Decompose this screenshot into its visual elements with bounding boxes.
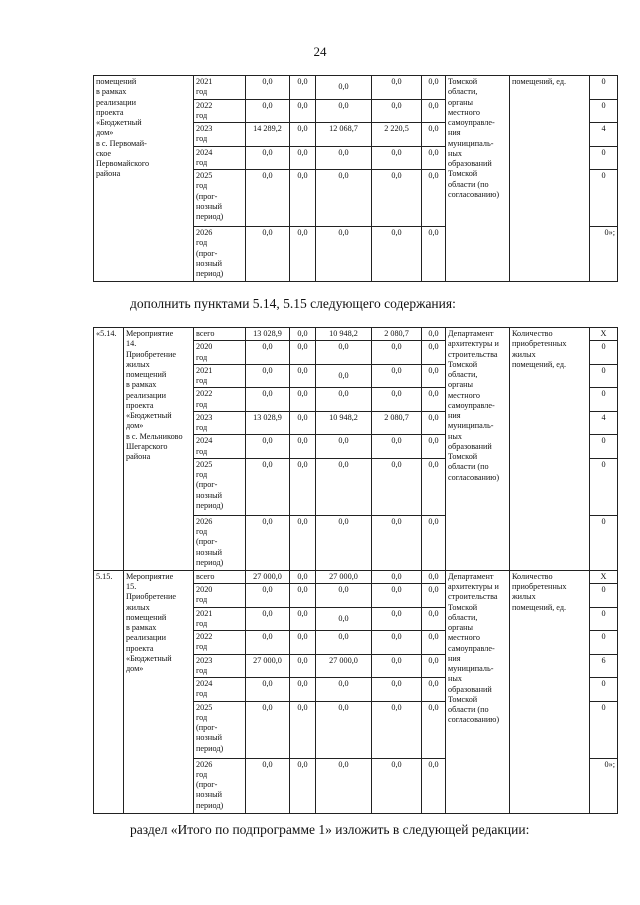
indicator-value-cell: 0 (590, 701, 618, 758)
ext-cell: 0,0 (422, 570, 446, 583)
year-cell: 2024 год (194, 435, 246, 459)
fed-cell: 0,0 (290, 328, 316, 341)
item-indicator-cell: Количество приобретенных жилых помещений, ед. (510, 570, 590, 813)
total-cell: 27 000,0 (246, 570, 290, 583)
reg-cell: 0,0 (316, 76, 372, 100)
items-table (93, 327, 618, 814)
year-cell: 2026 год (прог- нозный период) (194, 515, 246, 570)
year-cell: 2020 год (194, 341, 246, 365)
ext-cell: 0,0 (422, 328, 446, 341)
indicator-value-cell: 0 (590, 435, 618, 459)
year-cell: всего (194, 328, 246, 341)
fed-cell: 0,0 (290, 515, 316, 570)
reg-cell: 0,0 (316, 341, 372, 365)
loc-cell: 0,0 (372, 364, 422, 388)
loc-cell: 0,0 (372, 678, 422, 702)
total-cell: 0,0 (246, 170, 290, 227)
indicator-value-cell: 6 (590, 654, 618, 678)
indicator-value-cell: 0 (590, 99, 618, 123)
fed-cell: 0,0 (290, 76, 316, 100)
total-cell: 27 000,0 (246, 654, 290, 678)
reg-cell: 0,0 (316, 758, 372, 813)
year-cell: 2023 год (194, 123, 246, 147)
indicator-value-cell: 4 (590, 411, 618, 435)
fed-cell: 0,0 (290, 678, 316, 702)
paragraph-total-section: раздел «Итого по подпрограмме 1» изложить в следующей редакции: (130, 822, 530, 837)
indicator-value-cell: 0 (590, 607, 618, 631)
fed-cell: 0,0 (290, 654, 316, 678)
year-cell: 2023 год (194, 654, 246, 678)
fed-cell: 0,0 (290, 99, 316, 123)
reg-cell: 27 000,0 (316, 570, 372, 583)
top-table (93, 75, 618, 282)
reg-cell: 0,0 (316, 584, 372, 608)
fed-cell: 0,0 (290, 341, 316, 365)
ext-cell: 0,0 (422, 170, 446, 227)
ext-cell: 0,0 (422, 227, 446, 282)
ext-cell: 0,0 (422, 758, 446, 813)
indicator-value-cell: 0 (590, 631, 618, 655)
loc-cell: 0,0 (372, 146, 422, 170)
total-cell: 0,0 (246, 701, 290, 758)
ext-cell: 0,0 (422, 458, 446, 515)
paragraph-add-items: дополнить пунктами 5.14, 5.15 следующего содержания: (130, 296, 456, 311)
indicator-value-cell: X (590, 328, 618, 341)
total-cell: 0,0 (246, 515, 290, 570)
indicator-value-cell: 0 (590, 341, 618, 365)
indicator-value-cell: 0 (590, 76, 618, 100)
year-cell: 2026 год (прог- нозный период) (194, 758, 246, 813)
item-name-cell: Мероприятие 14. Приобретение жилых помещений в рамках реализации проекта «Бюджетный дом» в с. Мельниково Шегарского района (124, 328, 194, 571)
indicator-value-cell: 0 (590, 584, 618, 608)
year-cell: 2020 год (194, 584, 246, 608)
ext-cell: 0,0 (422, 411, 446, 435)
page-number: 24 (313, 44, 327, 59)
total-cell: 14 289,2 (246, 123, 290, 147)
year-cell: 2024 год (194, 678, 246, 702)
loc-cell: 0,0 (372, 607, 422, 631)
loc-cell: 0,0 (372, 584, 422, 608)
item-indicator-cell: Количество приобретенных жилых помещений, ед. (510, 328, 590, 571)
fed-cell: 0,0 (290, 146, 316, 170)
indicator-value-cell: 0 (590, 515, 618, 570)
reg-cell: 0,0 (316, 99, 372, 123)
total-cell: 0,0 (246, 458, 290, 515)
indicator-value-cell: 0 (590, 388, 618, 412)
loc-cell: 2 080,7 (372, 328, 422, 341)
reg-cell: 0,0 (316, 435, 372, 459)
fed-cell: 0,0 (290, 227, 316, 282)
ext-cell: 0,0 (422, 701, 446, 758)
total-cell: 0,0 (246, 607, 290, 631)
reg-cell: 0,0 (316, 701, 372, 758)
reg-cell: 10 948,2 (316, 411, 372, 435)
fed-cell: 0,0 (290, 584, 316, 608)
loc-cell: 0,0 (372, 388, 422, 412)
fed-cell: 0,0 (290, 170, 316, 227)
reg-cell: 0,0 (316, 364, 372, 388)
indicator-value-cell: 0 (590, 678, 618, 702)
loc-cell: 2 080,7 (372, 411, 422, 435)
indicator-value-cell: 0 (590, 364, 618, 388)
ext-cell: 0,0 (422, 146, 446, 170)
loc-cell: 0,0 (372, 76, 422, 100)
loc-cell: 0,0 (372, 570, 422, 583)
total-cell: 0,0 (246, 146, 290, 170)
indicator-value-cell: 4 (590, 123, 618, 147)
reg-cell: 0,0 (316, 170, 372, 227)
total-cell: 0,0 (246, 631, 290, 655)
indicator-value-cell: 0 (590, 458, 618, 515)
reg-cell: 12 068,7 (316, 123, 372, 147)
reg-cell: 0,0 (316, 515, 372, 570)
indicator-value-cell: 0 (590, 170, 618, 227)
total-cell: 0,0 (246, 758, 290, 813)
indicator-value-cell: X (590, 570, 618, 583)
reg-cell: 0,0 (316, 458, 372, 515)
ext-cell: 0,0 (422, 435, 446, 459)
ext-cell: 0,0 (422, 607, 446, 631)
ext-cell: 0,0 (422, 654, 446, 678)
loc-cell: 2 220,5 (372, 123, 422, 147)
fed-cell: 0,0 (290, 123, 316, 147)
ext-cell: 0,0 (422, 515, 446, 570)
top-responsible-cell: Томской области, органы местного самоуправле- ния муниципаль- ных образований Томской области (по согласованию) (446, 76, 510, 282)
total-cell: 0,0 (246, 76, 290, 100)
reg-cell: 10 948,2 (316, 328, 372, 341)
indicator-value-cell: 0»; (590, 227, 618, 282)
year-cell: 2021 год (194, 76, 246, 100)
ext-cell: 0,0 (422, 76, 446, 100)
year-cell: 2026 год (прог- нозный период) (194, 227, 246, 282)
item-responsible-cell: Департамент архитектуры и строительства Томской области, органы местного самоуправле- ния муниципаль- ных образований Томской области (по согласованию) (446, 328, 510, 571)
ext-cell: 0,0 (422, 123, 446, 147)
year-cell: 2025 год (прог- нозный период) (194, 458, 246, 515)
fed-cell: 0,0 (290, 701, 316, 758)
ext-cell: 0,0 (422, 388, 446, 412)
loc-cell: 0,0 (372, 99, 422, 123)
fed-cell: 0,0 (290, 607, 316, 631)
loc-cell: 0,0 (372, 758, 422, 813)
fed-cell: 0,0 (290, 758, 316, 813)
reg-cell: 0,0 (316, 227, 372, 282)
ext-cell: 0,0 (422, 631, 446, 655)
fed-cell: 0,0 (290, 570, 316, 583)
reg-cell: 27 000,0 (316, 654, 372, 678)
year-cell: 2022 год (194, 388, 246, 412)
item-number-cell: 5.15. (94, 570, 124, 813)
reg-cell: 0,0 (316, 631, 372, 655)
reg-cell: 0,0 (316, 146, 372, 170)
loc-cell: 0,0 (372, 631, 422, 655)
loc-cell: 0,0 (372, 435, 422, 459)
ext-cell: 0,0 (422, 99, 446, 123)
reg-cell: 0,0 (316, 678, 372, 702)
item-name-cell: Мероприятие 15. Приобретение жилых помещений в рамках реализации проекта «Бюджетный дом» (124, 570, 194, 813)
total-cell: 0,0 (246, 364, 290, 388)
ext-cell: 0,0 (422, 584, 446, 608)
year-cell: 2022 год (194, 631, 246, 655)
indicator-value-cell: 0 (590, 146, 618, 170)
reg-cell: 0,0 (316, 388, 372, 412)
fed-cell: 0,0 (290, 631, 316, 655)
ext-cell: 0,0 (422, 341, 446, 365)
loc-cell: 0,0 (372, 458, 422, 515)
total-cell: 0,0 (246, 678, 290, 702)
top-name-cell: помещений в рамках реализации проекта «Бюджетный дом» в с. Первомай- ское Первомайского района (94, 76, 194, 282)
ext-cell: 0,0 (422, 364, 446, 388)
item-number-cell: «5.14. (94, 328, 124, 571)
top-indicator-cell: помещений, ед. (510, 76, 590, 282)
total-cell: 13 028,9 (246, 411, 290, 435)
total-cell: 0,0 (246, 99, 290, 123)
year-cell: всего (194, 570, 246, 583)
loc-cell: 0,0 (372, 227, 422, 282)
fed-cell: 0,0 (290, 411, 316, 435)
fed-cell: 0,0 (290, 364, 316, 388)
reg-cell: 0,0 (316, 607, 372, 631)
loc-cell: 0,0 (372, 654, 422, 678)
loc-cell: 0,0 (372, 701, 422, 758)
total-cell: 0,0 (246, 435, 290, 459)
indicator-value-cell: 0»; (590, 758, 618, 813)
loc-cell: 0,0 (372, 170, 422, 227)
year-cell: 2025 год (прог- нозный период) (194, 170, 246, 227)
year-cell: 2021 год (194, 364, 246, 388)
year-cell: 2025 год (прог- нозный период) (194, 701, 246, 758)
loc-cell: 0,0 (372, 515, 422, 570)
year-cell: 2024 год (194, 146, 246, 170)
total-cell: 0,0 (246, 388, 290, 412)
year-cell: 2023 год (194, 411, 246, 435)
total-cell: 0,0 (246, 227, 290, 282)
total-cell: 13 028,9 (246, 328, 290, 341)
item-responsible-cell: Департамент архитектуры и строительства Томской области, органы местного самоуправле- ния муниципаль- ных образований Томской области (по согласованию) (446, 570, 510, 813)
fed-cell: 0,0 (290, 388, 316, 412)
total-cell: 0,0 (246, 341, 290, 365)
fed-cell: 0,0 (290, 458, 316, 515)
fed-cell: 0,0 (290, 435, 316, 459)
ext-cell: 0,0 (422, 678, 446, 702)
year-cell: 2022 год (194, 99, 246, 123)
total-cell: 0,0 (246, 584, 290, 608)
year-cell: 2021 год (194, 607, 246, 631)
loc-cell: 0,0 (372, 341, 422, 365)
